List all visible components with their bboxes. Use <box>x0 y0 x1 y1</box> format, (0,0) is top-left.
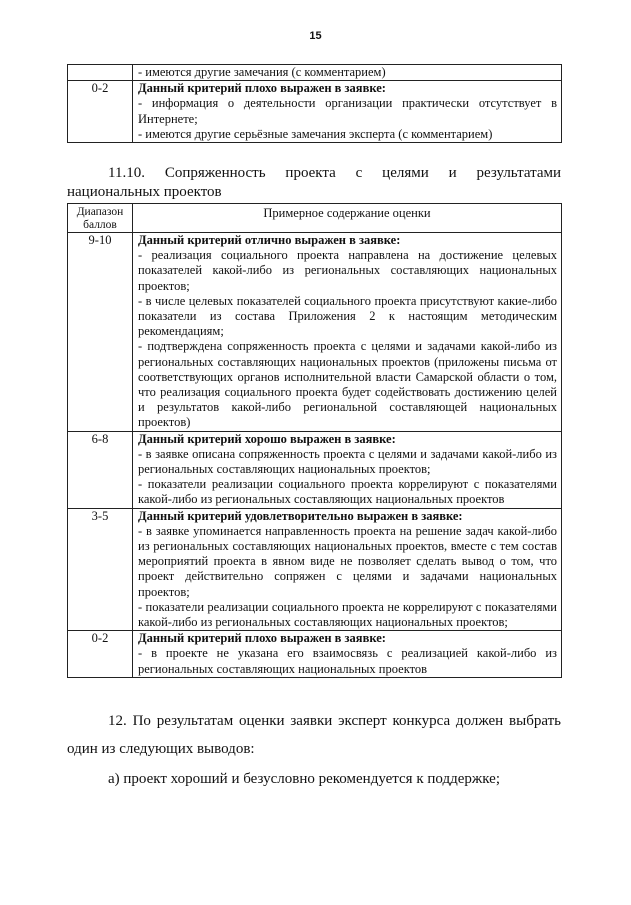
criteria-line: - показатели реализации социального проекта не коррелируют с показателями какой-либо из региональных составляющих национальных проектов; <box>138 599 557 630</box>
criteria-description-cell <box>133 431 562 508</box>
criteria-line: - в числе целевых показателей социального проекта присутствуют какие-либо показатели из состава Приложения 2 к настоящим методическим рекомендациям; <box>138 293 557 339</box>
criteria-description-cell <box>133 631 562 678</box>
criteria-description-cell <box>133 81 562 143</box>
criterion-heading: Данный критерий плохо выражен в заявке: <box>138 81 386 96</box>
criterion-heading: Данный критерий плохо выражен в заявке: <box>138 631 386 646</box>
criteria-description-cell <box>133 508 562 631</box>
criteria-line: - имеются другие замечания (с комментарием) <box>138 65 386 79</box>
criteria-table-continued <box>67 64 562 143</box>
section-heading: 11.10. Сопряженность проекта с целями и результатами <box>108 165 561 181</box>
column-header-content: Примерное содержание оценки <box>133 204 562 233</box>
criterion-heading: Данный критерий отлично выражен в заявке: <box>138 233 401 247</box>
list-item-a: а) проект хороший и безусловно рекомендуется к поддержке; <box>108 771 500 787</box>
table-row <box>68 631 562 678</box>
paragraph-12-continuation: один из следующих выводов: <box>67 741 255 757</box>
score-range-cell: 9-10 <box>68 233 133 432</box>
table-row <box>68 81 562 143</box>
criteria-line: - подтверждена сопряженность проекта с целями и задачами какой-либо из региональных составляющих национальных проектов (приложены письма от соответствующих органов исполнительной власти Самарской области о том, что реализация социального проекта будет содействовать достижению целей и результатов какой-либо региональной составляющей национальных проектов) <box>138 339 557 430</box>
score-range-cell: 6-8 <box>68 431 133 508</box>
criterion-heading: Данный критерий удовлетворительно выражен в заявке: <box>138 508 463 523</box>
table-row <box>68 508 562 631</box>
score-range-cell <box>68 65 133 81</box>
criteria-line: - в заявке упоминается направленность проекта на решение задач какой-либо из региональных составляющих национальных проектов, вместе с тем состав мероприятий проекта в явном виде не позволяет сделать вывод о том, что проект действительно сопряжен с целями и задачами национальных проектов; <box>138 523 557 599</box>
table-row <box>68 431 562 508</box>
table-row <box>68 65 562 81</box>
criteria-line: - имеются другие серьёзные замечания эксперта (с комментарием) <box>138 126 493 141</box>
score-range-cell: 0-2 <box>68 81 133 143</box>
criterion-heading: Данный критерий хорошо выражен в заявке: <box>138 431 396 446</box>
table-row <box>68 233 562 432</box>
criteria-line: - в заявке описана сопряженность проекта с целями и задачами какой-либо из региональных составляющих национальных проектов; <box>138 446 557 477</box>
criteria-description-cell <box>133 233 562 432</box>
page-number: 15 <box>309 30 322 42</box>
criteria-description-cell <box>133 65 562 81</box>
column-header-range: Диапазон баллов <box>68 204 133 233</box>
criteria-line: - информация о деятельности организации практически отсутствует в Интернете; <box>138 96 557 126</box>
criteria-line: - реализация социального проекта направлена на достижение целевых показателей какой-либо из региональных составляющих национальных проектов; <box>138 248 557 293</box>
score-range-cell: 3-5 <box>68 508 133 631</box>
criteria-line: - в проекте не указана его взаимосвязь с реализацией какой-либо из региональных составляющих национальных проектов <box>138 646 557 676</box>
criteria-table <box>67 203 562 678</box>
table-header-row <box>68 204 562 233</box>
paragraph-12: 12. По результатам оценки заявки эксперт конкурса должен выбрать <box>108 713 561 729</box>
criteria-line: - показатели реализации социального проекта коррелируют с показателями какой-либо из региональных составляющих национальных проектов <box>138 477 557 507</box>
section-heading-continuation: национальных проектов <box>67 184 222 200</box>
score-range-cell: 0-2 <box>68 631 133 678</box>
